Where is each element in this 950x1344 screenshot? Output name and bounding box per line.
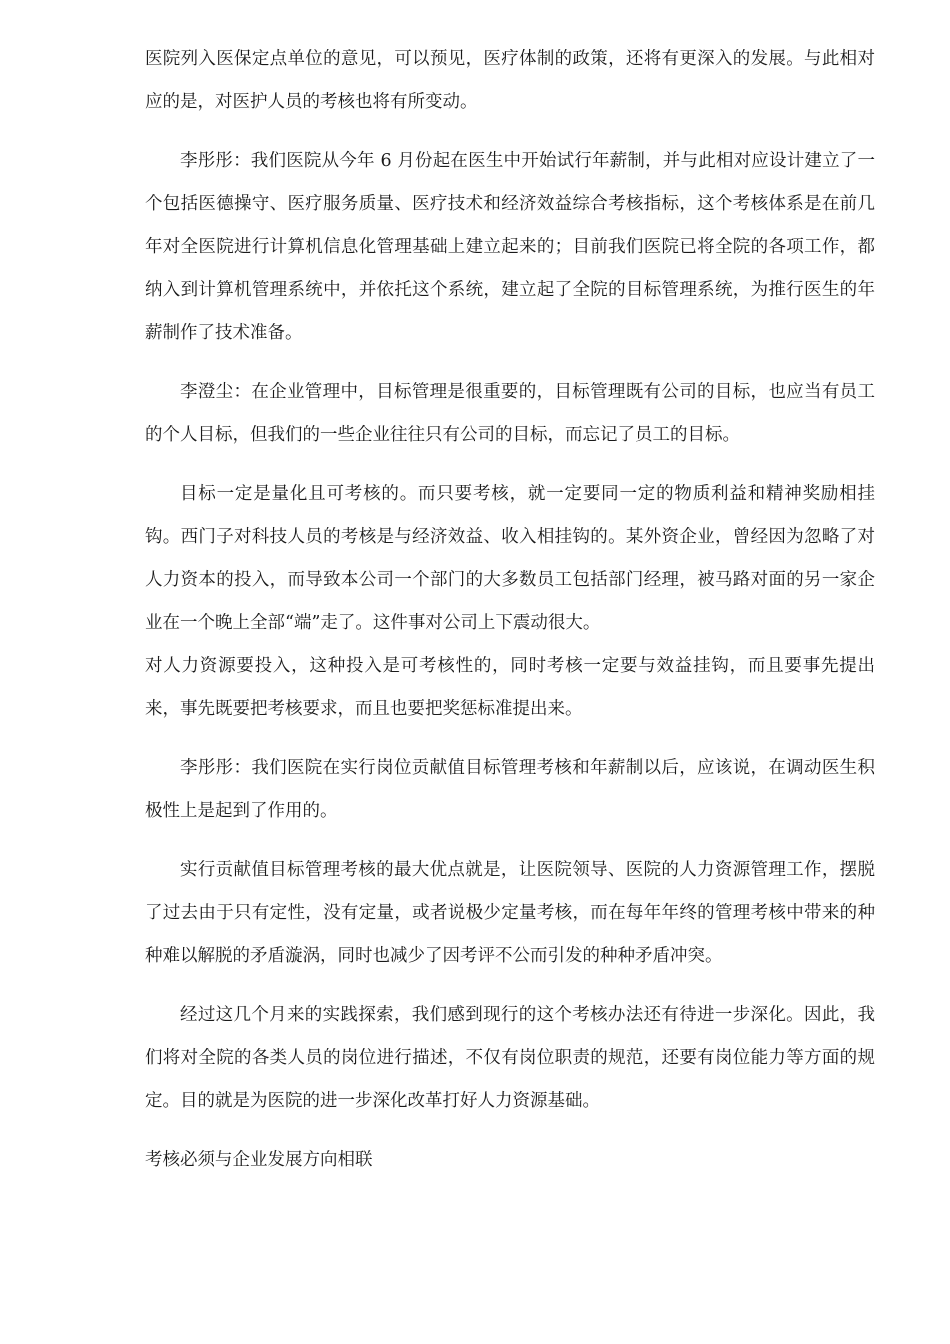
- paragraph-4: 目标一定是量化且可考核的。而只要考核，就一定要同一定的物质利益和精神奖励相挂钩。西门子对科技人员的考核是与经济效益、收入相挂钩的。某外资企业，曾经因为忽略了对人力资本的投入，而导致本公司一个部门的大多数员工包括部门经理，被马路对面的另一家企业在一个晚上全部“端”走了。这件事对公司上下震动很大。: [145, 484, 875, 633]
- paragraph-5: 对人力资源要投入，这种投入是可考核性的，同时考核一定要与效益挂钩，而且要事先提出来，事先既要把考核要求，而且也要把奖惩标准提出来。: [145, 656, 875, 719]
- paragraph-1: 医院列入医保定点单位的意见，可以预见，医疗体制的政策，还将有更深入的发展。与此相对应的是，对医护人员的考核也将有所变动。: [145, 49, 875, 112]
- paragraph-3: 李澄尘：在企业管理中，目标管理是很重要的，目标管理既有公司的目标，也应当有员工的个人目标，但我们的一些企业往往只有公司的目标，而忘记了员工的目标。: [145, 382, 875, 445]
- section-heading: 考核必须与企业发展方向相联: [145, 1150, 373, 1170]
- document-body: [145, 38, 875, 1182]
- paragraph-7: 实行贡献值目标管理考核的最大优点就是，让医院领导、医院的人力资源管理工作，摆脱了过去由于只有定性，没有定量，或者说极少定量考核，而在每年年终的管理考核中带来的种种难以解脱的矛盾漩涡，同时也减少了因考评不公而引发的种种矛盾冲突。: [145, 860, 875, 966]
- paragraph-2: 李彤彤：我们医院从今年 6 月份起在医生中开始试行年薪制，并与此相对应设计建立了一个包括医德操守、医疗服务质量、医疗技术和经济效益综合考核指标，这个考核体系是在前几年对全医院进行计算机信息化管理基础上建立起来的；目前我们医院已将全院的各项工作，都纳入到计算机管理系统中，并依托这个系统，建立起了全院的目标管理系统，为推行医生的年薪制作了技术准备。: [145, 151, 875, 343]
- paragraph-8: 经过这几个月来的实践探索，我们感到现行的这个考核办法还有待进一步深化。因此，我们将对全院的各类人员的岗位进行描述，不仅有岗位职责的规范，还要有岗位能力等方面的规定。目的就是为医院的进一步深化改革打好人力资源基础。: [145, 1005, 875, 1111]
- paragraph-6: 李彤彤：我们医院在实行岗位贡献值目标管理考核和年薪制以后，应该说，在调动医生积极性上是起到了作用的。: [145, 758, 875, 821]
